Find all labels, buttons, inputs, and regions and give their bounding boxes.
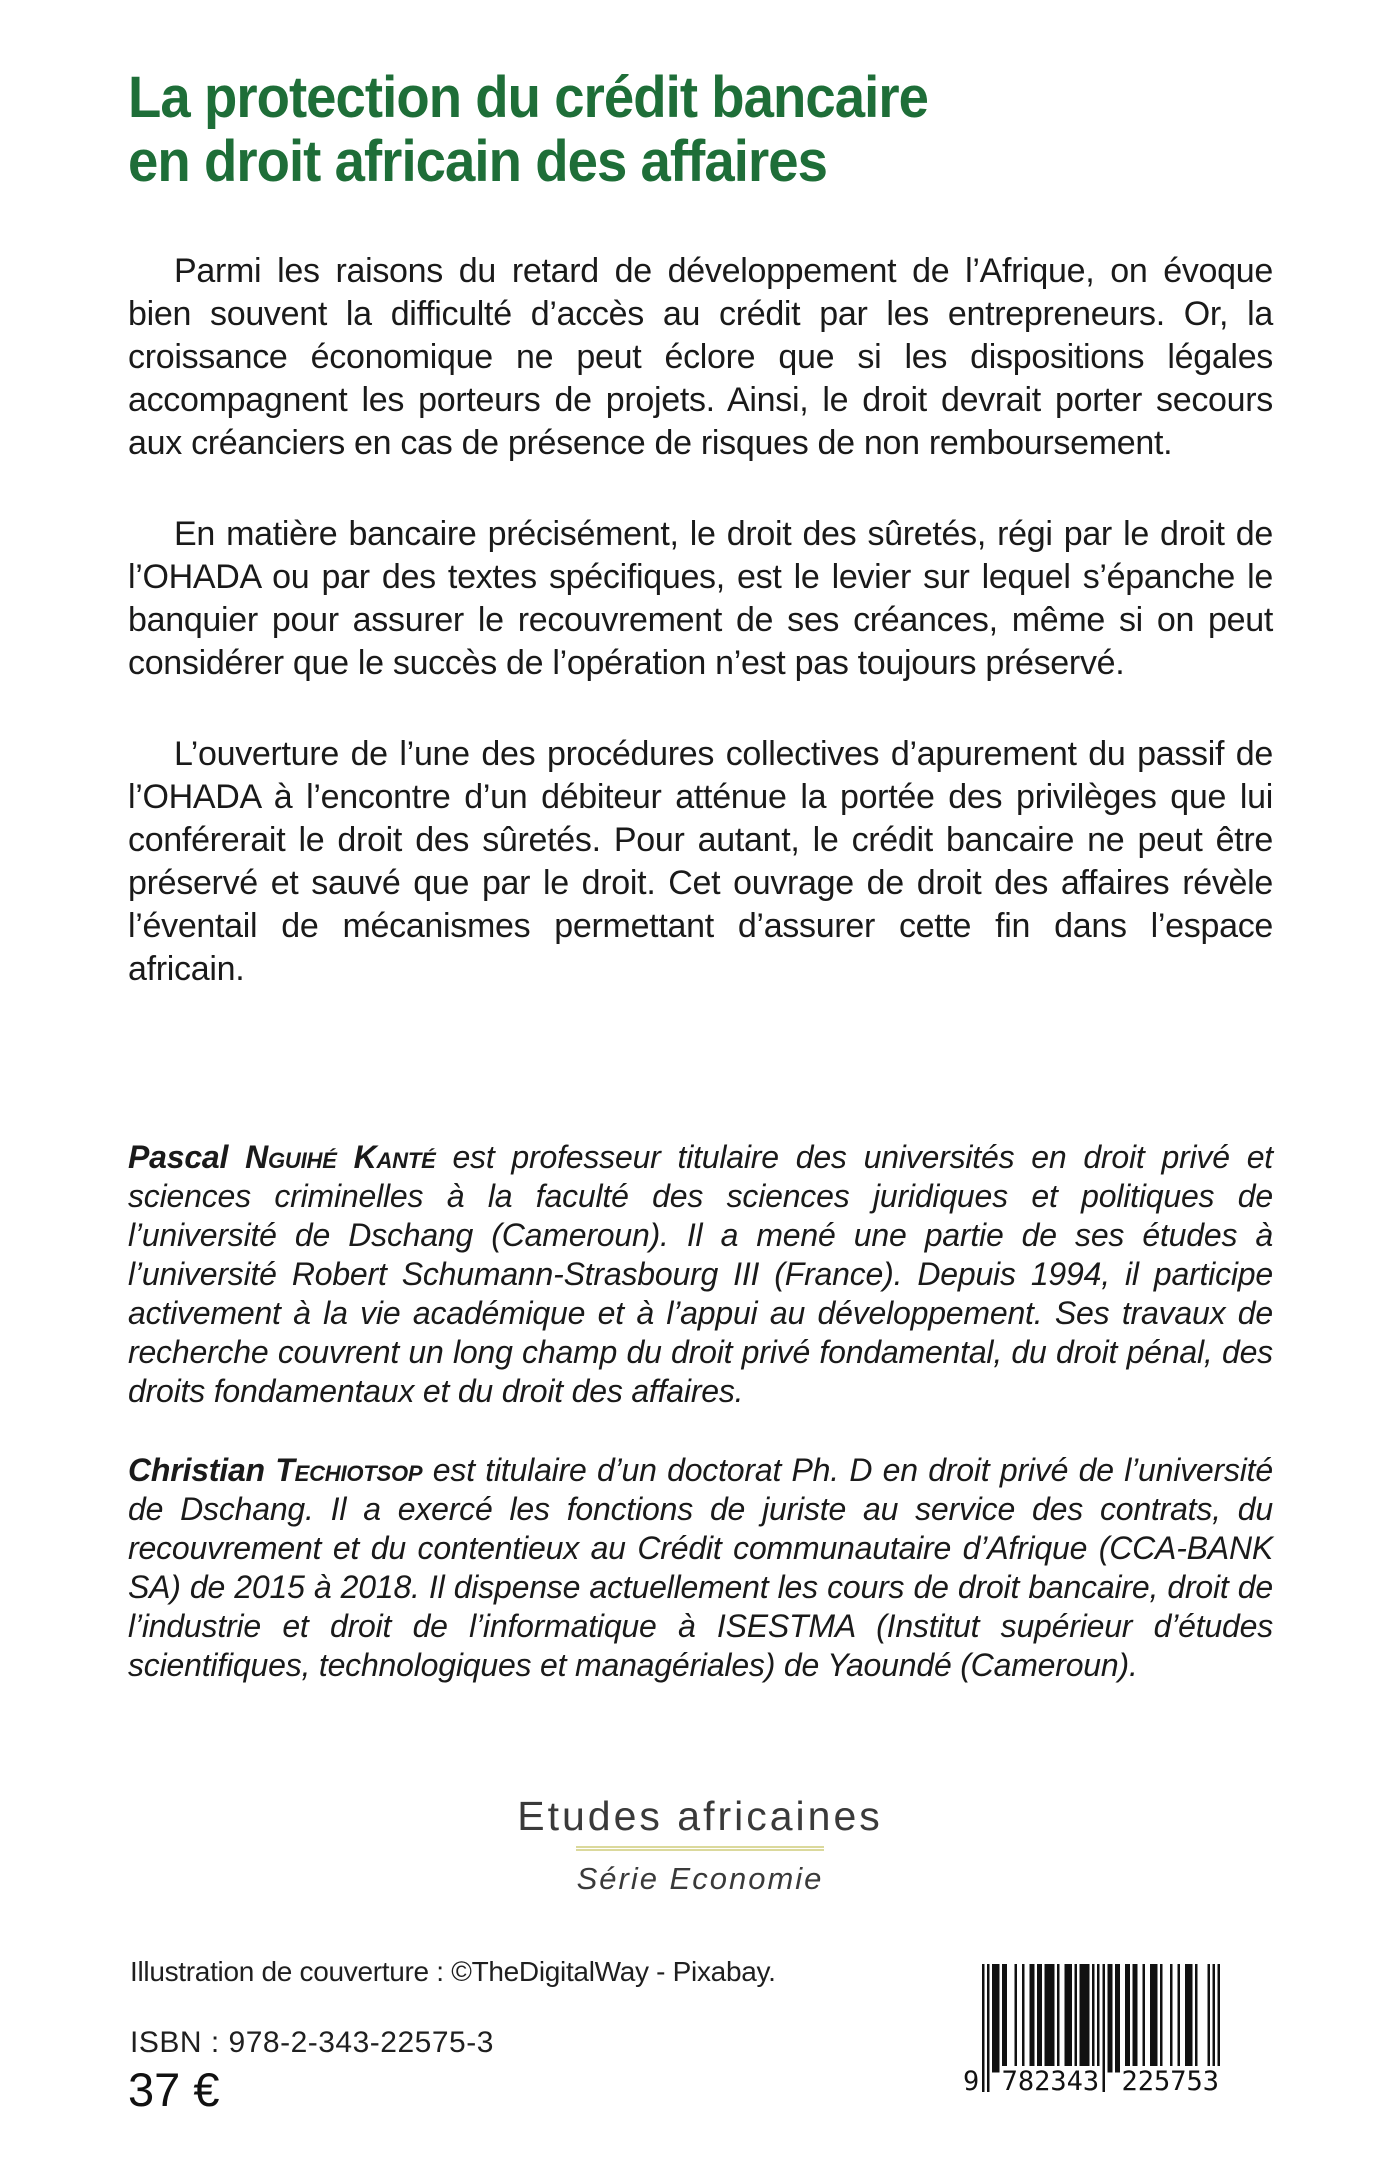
author-2-given-name: Christian [128, 1452, 276, 1488]
collection-name: Etudes africaines [517, 1793, 883, 1839]
collection-block [0, 1793, 1400, 1897]
barcode [963, 1964, 1220, 2104]
author-bio-2 [128, 1451, 1273, 1685]
price: 37 € [128, 2063, 220, 2116]
book-title-line1: La protection du crédit bancaire [128, 65, 928, 130]
barcode-digit-group-1: 9 [963, 2066, 980, 2097]
author-1-given-name: Pascal [128, 1139, 246, 1175]
book-title [128, 66, 1256, 194]
synopsis [128, 250, 1273, 1039]
synopsis-paragraph-1: Parmi les raisons du retard de développement de l’Afrique, on évoque bien souvent la difficulté d’accès au crédit par les entrepreneurs. Or, la croissance économique ne peut éclore que si les dispositions légales accompagnent les porteurs de projets. Ainsi, le droit devrait porter secours aux créanciers en cas de présence de risques de non remboursement. [128, 252, 1273, 462]
author-bio-1 [128, 1138, 1273, 1411]
barcode-digit-group-3: 225753 [1121, 2066, 1219, 2097]
author-2-bio-text: est titulaire d’un doctorat Ph. D en droit privé de l’université de Dschang. Il a exercé les fonctions de juriste au service des contrats, du recouvrement et du contentieux au Crédit communautaire d’Afrique (CCA-BANK SA) de 2015 à 2018. Il dispense actuellement les cours de droit bancaire, droit de l’industrie et droit de l’informatique à ISESTMA (Institut supérieur d’études scientifiques, technologiques et managériales) de Yaoundé (Cameroun). [128, 1452, 1273, 1683]
isbn: ISBN : 978-2-343-22575-3 [130, 2026, 494, 2059]
author-1-family-name: Nguihé Kanté [245, 1139, 436, 1175]
author-1-bio-text: est professeur titulaire des universités en droit privé et sciences criminelles à la faculté des sciences juridiques et politiques de l’université de Dschang (Cameroun). Il a mené une partie de ses études à l’université Robert Schumann-Strasbourg III (France). Depuis 1994, il participe activement à la vie académique et à l’appui au développement. Ses travaux de recherche couvrent un long champ du droit privé fondamental, du droit pénal, des droits fondamentaux et du droit des affaires. [128, 1139, 1273, 1409]
book-title-line2: en droit africain des affaires [128, 129, 827, 194]
synopsis-paragraph-2: En matière bancaire précisément, le droit des sûretés, régi par le droit de l’OHADA ou par des textes spécifiques, est le levier sur lequel s’épanche le banquier pour assurer le recouvrement de ses créances, même si on peut considérer que le succès de l’opération n’est pas toujours préservé. [128, 515, 1273, 682]
barcode-digits [962, 2066, 1220, 2098]
author-2-family-name: Techiotsop [275, 1452, 423, 1488]
synopsis-paragraph-3: L’ouverture de l’une des procédures collectives d’apurement du passif de l’OHADA à l’encontre d’un débiteur atténue la portée des privilèges que lui conférerait le droit des sûretés. Pour autant, le crédit bancaire ne peut être préservé et sauvé que par le droit. Cet ouvrage de droit des affaires révèle l’éventail de mécanismes permettant d’assurer cette fin dans l’espace africain. [128, 735, 1273, 988]
cover-illustration-credit: Illustration de couverture : ©TheDigitalWay - Pixabay. [130, 1956, 776, 1987]
barcode-digit-group-2: 782343 [1001, 2066, 1100, 2097]
author-bios [128, 1138, 1273, 1725]
collection-series: Série Economie [576, 1861, 824, 1896]
collection-underline [576, 1846, 824, 1851]
